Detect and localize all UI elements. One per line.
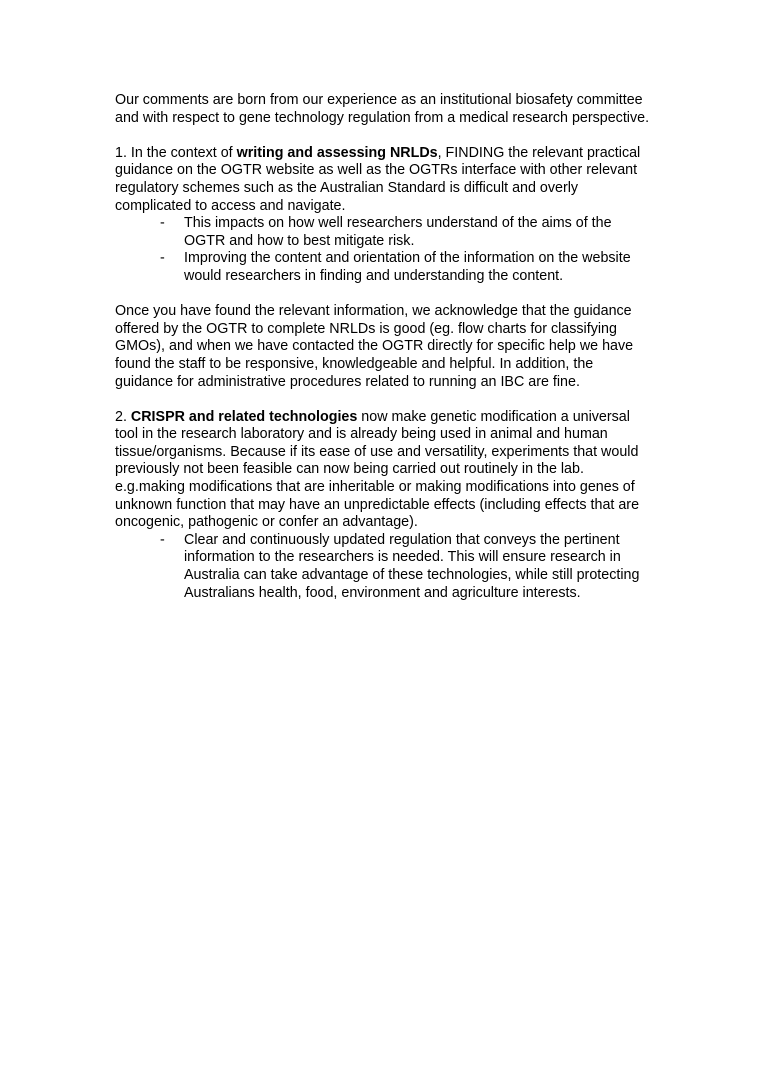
bullet-text: Clear and continuously updated regulation that conveys the pertinent information to the researchers is needed. This will ensure research in Australia can take advantage of these technologies, while still protecting Australians health, food, environment and agriculture interests. xyxy=(184,531,640,601)
dash-marker: - xyxy=(160,215,165,232)
document-body xyxy=(115,92,650,602)
paragraph-spacer xyxy=(115,127,650,145)
point-2-heading: CRISPR and related technologies xyxy=(130,408,358,425)
point-2-lead: 2. xyxy=(115,408,131,425)
bullet-text: Improving the content and orientation of the information on the website would researchers in finding and understanding the content. xyxy=(184,250,631,284)
list-item xyxy=(115,532,650,602)
list-item xyxy=(115,215,650,250)
paragraph-spacer xyxy=(115,391,650,409)
point-1-paragraph xyxy=(115,145,650,215)
found-info-paragraph: Once you have found the relevant information, we acknowledge that the guidance offered by the OGTR to complete NRLDs is good (eg. flow charts for classifying GMOs), and when we have contacted the OGTR directly for specific help we have found the staff to be responsive, knowledgeable and helpful. In addition, the guidance for administrative procedures related to running an IBC are fine. xyxy=(115,303,634,390)
paragraph-spacer xyxy=(115,286,650,304)
list-item xyxy=(115,250,650,285)
intro-paragraph: Our comments are born from our experience as an institutional biosafety committee and with respect to gene technology regulation from a medical research perspective. xyxy=(115,92,650,126)
point-1-heading: writing and assessing NRLDs xyxy=(236,144,438,161)
point-1-lead: 1. In the context of xyxy=(115,144,237,161)
point-1-text: , FINDING the relevant practical guidance on the OGTR website as well as the OGTRs interface with other relevant regulatory schemes such as the Australian Standard is difficult and overly complicated to access and navigate. xyxy=(115,144,641,214)
point-1-bullet-list xyxy=(115,215,650,285)
dash-marker: - xyxy=(160,250,165,267)
bullet-text: This impacts on how well researchers understand of the aims of the OGTR and how to best mitigate risk. xyxy=(184,215,612,249)
point-2-paragraph xyxy=(115,409,650,532)
point-2-text: now make genetic modification a universal tool in the research laboratory and is already being used in animal and human tissue/organisms. Because if its ease of use and versatility, experiments that would previously not been feasible can now being carried out routinely in the lab. e.g.making modifications that are inheritable or making modifications into genes of unknown function that may have an unpredictable effects (including effects that are oncogenic, pathogenic or confer an advantage). xyxy=(115,408,640,531)
point-2-bullet-list xyxy=(115,532,650,602)
dash-marker: - xyxy=(160,531,165,548)
